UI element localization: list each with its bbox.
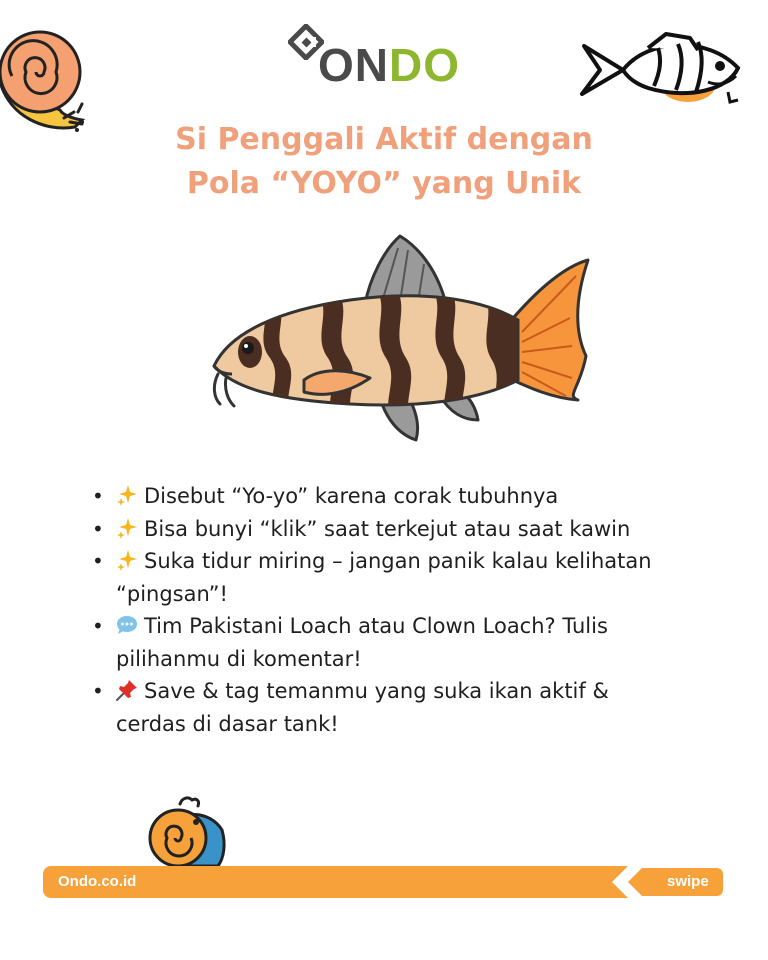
sparkles-icon <box>116 484 138 506</box>
fact-text-continued: pilihanmu di komentar! <box>116 646 362 671</box>
footer-website-link[interactable]: Ondo.co.id <box>58 873 137 890</box>
logo-text-dark: ON <box>318 39 389 91</box>
fact-list <box>92 480 732 740</box>
fact-item <box>92 545 732 610</box>
headline-line-1: Si Penggali Aktif dengan <box>175 122 593 157</box>
fact-text-continued: cerdas di dasar tank! <box>116 711 339 736</box>
fact-text: Bisa bunyi “klik” saat terkejut atau saat kawin <box>144 516 631 541</box>
speech-bubble-icon <box>116 614 138 636</box>
fact-item <box>92 610 732 675</box>
headline <box>0 118 768 206</box>
fact-text: Save & tag temanmu yang suka ikan aktif & <box>144 679 609 703</box>
sparkles-icon <box>116 517 138 539</box>
headline-line-2: Pola “YOYO” yang Unik <box>186 166 582 201</box>
fact-text: Suka tidur miring – jangan panik kalau kelihatan <box>144 549 652 573</box>
swipe-label[interactable]: swipe <box>667 873 709 890</box>
fact-text: Tim Pakistani Loach atau Clown Loach? Tulis <box>144 614 608 638</box>
fish-sticker-top-right <box>578 28 750 108</box>
fact-text-continued: “pingsan”! <box>116 581 228 606</box>
fact-item <box>92 675 732 740</box>
fact-text: Disebut “Yo-yo” karena corak tubuhnya <box>144 484 559 508</box>
logo-text-green: DO <box>389 39 460 91</box>
ondo-logo <box>288 20 488 100</box>
yoyo-loach-illustration <box>200 228 595 453</box>
fact-item <box>92 513 732 546</box>
logo-wordmark <box>318 39 460 91</box>
sparkles-icon <box>116 549 138 571</box>
pushpin-icon <box>116 679 138 701</box>
snail-sticker-bottom <box>140 796 230 868</box>
fact-item <box>92 480 732 513</box>
